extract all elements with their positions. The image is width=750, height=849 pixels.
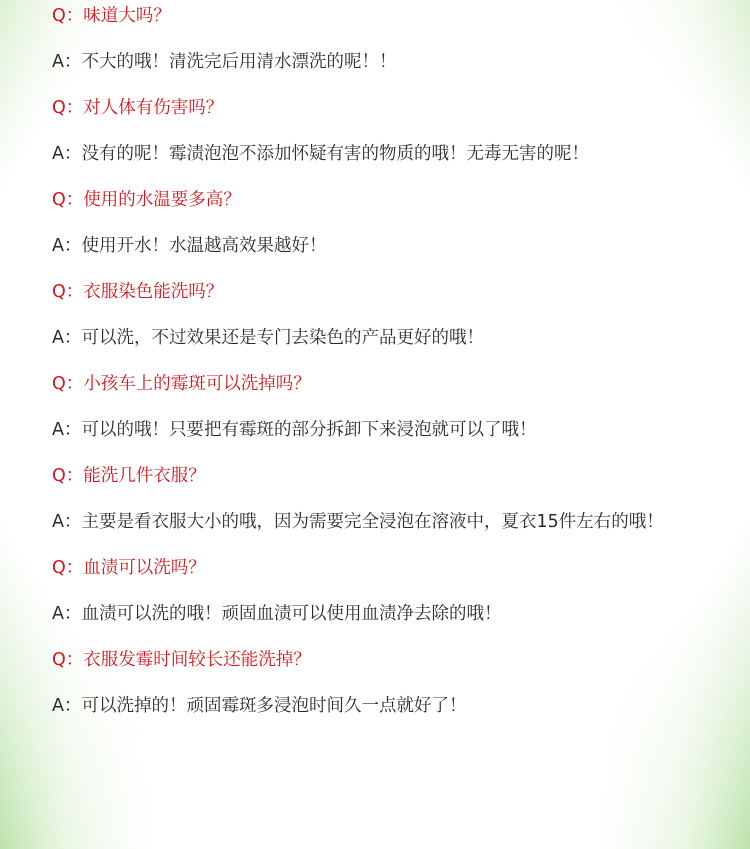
- faq-question: Q：味道大吗？: [52, 6, 171, 26]
- faq-item: [52, 372, 742, 464]
- faq-answer: A：主要是看衣服大小的哦，因为需要完全浸泡在溶液中，夏衣15件左右的哦！: [52, 512, 664, 532]
- faq-item: [52, 648, 742, 740]
- faq-question: Q：小孩车上的霉斑可以洗掉吗？: [52, 374, 311, 394]
- faq-question: Q：能洗几件衣服？: [52, 466, 206, 486]
- faq-question: Q：对人体有伤害吗？: [52, 98, 224, 118]
- faq-item: [52, 96, 742, 188]
- faq-item: [52, 556, 742, 648]
- faq-item: [52, 464, 742, 556]
- faq-question: Q：血渍可以洗吗？: [52, 558, 206, 578]
- faq-question: Q：使用的水温要多高？: [52, 190, 241, 210]
- faq-item: [52, 280, 742, 372]
- faq-item: [52, 188, 742, 280]
- faq-answer: A：可以的哦！只要把有霉斑的部分拆卸下来浸泡就可以了哦！: [52, 420, 537, 440]
- faq-answer: A：不大的哦！清洗完后用清水漂洗的呢！！: [52, 52, 397, 72]
- faq-item: [52, 4, 742, 96]
- faq-answer: A：可以洗，不过效果还是专门去染色的产品更好的哦！: [52, 328, 484, 348]
- faq-question: Q：衣服染色能洗吗？: [52, 282, 224, 302]
- faq-answer: A：使用开水！水温越高效果越好！: [52, 236, 327, 256]
- faq-answer: A：血渍可以洗的哦！顽固血渍可以使用血渍净去除的哦！: [52, 604, 502, 624]
- faq-list: [52, 4, 742, 740]
- faq-question: Q：衣服发霉时间较长还能洗掉？: [52, 650, 311, 670]
- faq-answer: A：可以洗掉的！顽固霉斑多浸泡时间久一点就好了！: [52, 696, 467, 716]
- faq-answer: A：没有的呢！霉渍泡泡不添加怀疑有害的物质的哦！无毒无害的呢！: [52, 144, 589, 164]
